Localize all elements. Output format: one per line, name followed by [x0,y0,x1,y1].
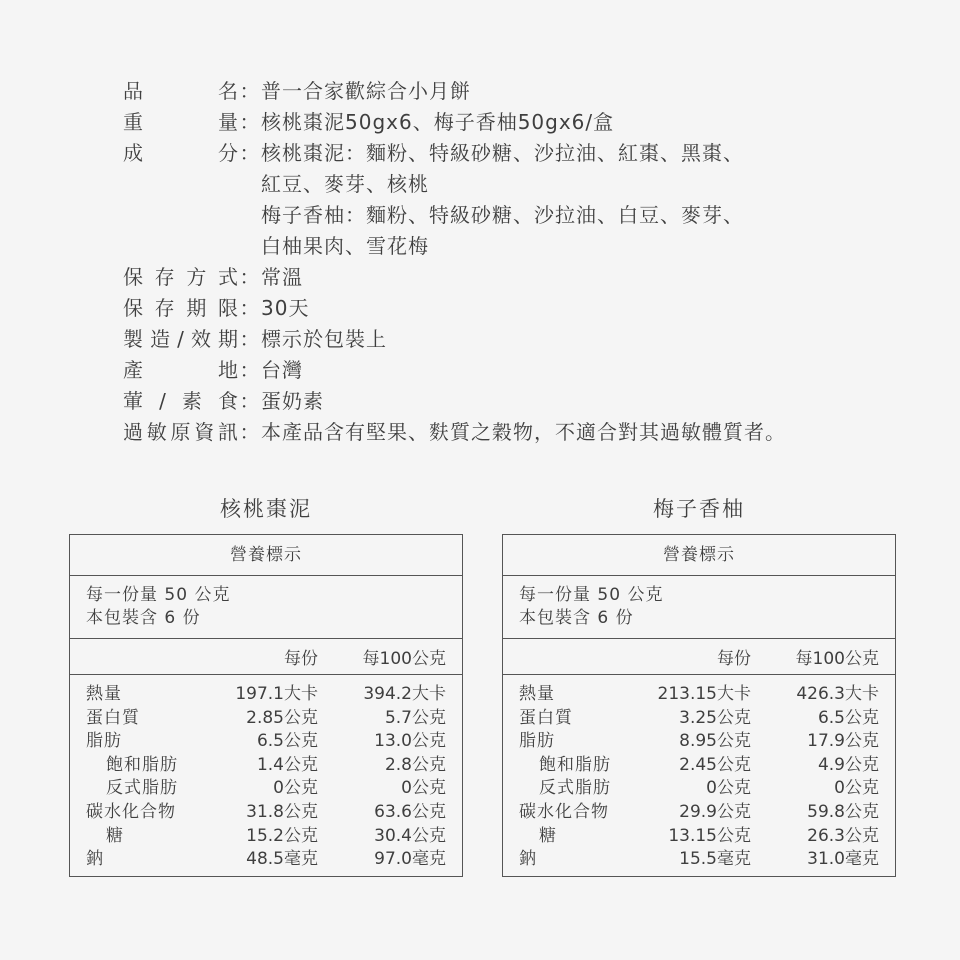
nutrient-per-serving: 0公克 [706,778,751,799]
nutrition-row [70,825,462,849]
colon: ： [239,296,261,320]
colon: ： [239,265,261,289]
label-char: 製 [123,327,144,351]
info-row-shelf-life [123,293,883,324]
nutrition-row [503,754,895,778]
nutrient-per-serving: 197.1大卡 [235,684,318,704]
label-char: 敏 [146,420,168,444]
label-char: 效 [190,327,212,351]
label-char: 期 [218,327,239,351]
info-value-ingredients: 梅子香柚：麵粉、特級砂糖、沙拉油、白豆、麥芽、 [261,203,744,227]
label-char: 名 [218,79,239,103]
nutrient-per-serving: 0公克 [273,778,318,799]
nutrient-name: 蛋白質 [86,707,140,728]
nutrition-row [503,683,895,707]
column-headers [70,639,462,675]
nutrient-per-serving: 2.85公克 [246,707,318,728]
nutrient-per-100g: 59.8公克 [807,801,879,822]
info-row-diet [123,386,883,417]
label-char: 保 [123,296,144,320]
nutrient-per-100g: 97.0毫克 [374,849,446,870]
nutrient-name: 飽和脂肪 [539,754,611,775]
info-row-allergen [123,417,883,448]
nutrient-per-100g: 17.9公克 [807,731,879,752]
label-char: 食 [217,389,239,413]
label-char: 方 [186,265,208,289]
info-row-ingredients [123,231,883,262]
nutrition-row [70,754,462,778]
nutrition-panel [69,534,463,877]
info-label-shelf-life [123,293,239,324]
nutrient-per-serving: 1.4公克 [256,754,318,775]
nutrient-per-100g: 4.9公克 [817,754,879,775]
info-row-name [123,76,883,107]
nutrient-per-serving: 213.15大卡 [657,684,751,704]
nutrient-per-serving: 13.15公克 [668,825,751,846]
nutrient-per-100g: 13.0公克 [374,731,446,752]
nutrition-row [503,777,895,801]
colon: ： [239,141,261,165]
nutrition-row [503,825,895,849]
flavor-title: 核桃棗泥 [220,497,312,521]
nutrient-per-serving: 3.25公克 [679,707,751,728]
info-value-shelf-life: 30天 [261,296,310,320]
colon: ： [239,389,261,413]
nutrition-panel [502,534,896,877]
nutrition-block-plum-pomelo [502,494,896,877]
info-value-diet: 蛋奶素 [261,389,324,413]
nutrition-row [70,683,462,707]
nutrient-per-100g: 63.6公克 [374,801,446,822]
nutrition-rows [70,675,462,872]
info-label-origin [123,355,239,386]
nutrition-row [503,848,895,872]
serving-info [503,576,895,639]
nutrient-per-100g: 30.4公克 [374,825,446,846]
nutrient-per-100g: 0公克 [401,778,446,799]
nutrition-row [70,801,462,825]
colon: ： [239,79,261,103]
colon: ： [239,420,261,444]
column-header-per-serving: 每份 [717,649,751,669]
nutrition-row [70,730,462,754]
info-label-weight [123,107,239,138]
nutrition-row [70,777,462,801]
label-char: 期 [186,296,208,320]
info-label-allergen [123,417,239,448]
info-label-storage-method [123,262,239,293]
nutrient-name: 脂肪 [86,731,122,752]
nutrient-name: 糖 [539,825,557,846]
info-value-ingredients: 紅豆、麥芽、核桃 [261,172,429,196]
label-char: 葷 [123,389,144,413]
nutrition-row [70,707,462,731]
nutrient-per-100g: 31.0毫克 [807,849,879,870]
servings-per-package: 本包裝含 6 份 [519,608,634,628]
servings-per-package: 本包裝含 6 份 [86,608,201,628]
colon: ： [239,110,261,134]
nutrient-per-serving: 8.95公克 [679,731,751,752]
nutrition-row [503,707,895,731]
nutrient-per-serving: 15.2公克 [246,825,318,846]
info-value-name: 普一合家歡綜合小月餅 [261,79,471,103]
label-char: 地 [218,358,239,382]
nutrient-name: 飽和脂肪 [106,754,178,775]
nutrient-per-serving: 2.45公克 [679,754,751,775]
info-value-allergen: 本產品含有堅果、麩質之穀物，不適合對其過敏體質者。 [261,420,786,444]
nutrient-name: 脂肪 [519,731,555,752]
colon: ： [239,358,261,382]
nutrient-per-100g: 6.5公克 [817,707,879,728]
nutrient-per-serving: 48.5毫克 [246,849,318,870]
nutrient-per-100g: 26.3公克 [807,825,879,846]
nutrient-per-serving: 6.5公克 [256,731,318,752]
nutrient-name: 糖 [106,825,124,846]
label-char: 品 [123,79,144,103]
info-row-mfg-expiry [123,324,883,355]
nutrient-per-100g: 394.2大卡 [363,684,446,704]
nutrient-per-100g: 2.8公克 [384,754,446,775]
nutrition-header: 營養標示 [503,535,895,576]
nutrient-per-serving: 31.8公克 [246,801,318,822]
nutrition-block-walnut-date [69,494,463,877]
info-row-weight [123,107,883,138]
info-label-ingredients [123,138,239,169]
label-char: 重 [123,110,144,134]
column-headers [503,639,895,675]
info-row-ingredients [123,138,883,169]
column-header-per-100g: 每100公克 [795,649,879,669]
info-row-ingredients [123,169,883,200]
label-char: 限 [217,296,239,320]
label-char: 量 [218,110,239,134]
product-info [123,76,883,448]
label-char: 式 [217,265,239,289]
nutrient-per-serving: 15.5毫克 [679,849,751,870]
info-row-storage-method [123,262,883,293]
serving-size: 每一份量 50 公克 [519,585,664,605]
nutrient-name: 反式脂肪 [106,778,178,799]
info-label-diet [123,386,239,417]
label-char: / [177,327,185,351]
nutrient-name: 熱量 [86,684,122,704]
label-char: 保 [123,265,144,289]
label-char: 素 [181,389,203,413]
info-value-weight: 核桃棗泥50gx6、梅子香柚50gx6/盒 [261,110,615,134]
label-char: 存 [154,296,176,320]
nutrient-name: 蛋白質 [519,707,573,728]
nutrition-rows [503,675,895,872]
info-value-origin: 台灣 [261,358,303,382]
info-value-ingredients: 白柚果肉、雪花梅 [261,234,429,258]
info-value-mfg-expiry: 標示於包裝上 [261,327,387,351]
label-char: 成 [123,141,144,165]
label-char: 產 [123,358,144,382]
nutrient-name: 鈉 [519,849,537,870]
nutrient-name: 碳水化合物 [86,801,176,822]
nutrition-row [503,730,895,754]
label-char: 原 [170,420,192,444]
serving-info [70,576,462,639]
nutrition-header: 營養標示 [70,535,462,576]
nutrient-name: 熱量 [519,684,555,704]
label-char: / [159,389,167,413]
nutrient-per-100g: 0公克 [834,778,879,799]
info-row-origin [123,355,883,386]
nutrient-name: 碳水化合物 [519,801,609,822]
label-char: 存 [154,265,176,289]
column-header-per-100g: 每100公克 [362,649,446,669]
nutrient-name: 鈉 [86,849,104,870]
nutrient-per-100g: 426.3大卡 [796,684,879,704]
nutrition-row [503,801,895,825]
label-char: 過 [123,420,144,444]
nutrient-per-serving: 29.9公克 [679,801,751,822]
info-value-ingredients: 核桃棗泥：麵粉、特級砂糖、沙拉油、紅棗、黑棗、 [261,141,744,165]
label-char: 分 [218,141,239,165]
colon: ： [239,327,261,351]
info-label-mfg-expiry [123,324,239,355]
info-row-ingredients [123,200,883,231]
nutrient-name: 反式脂肪 [539,778,611,799]
column-header-per-serving: 每份 [284,649,318,669]
nutrition-row [70,848,462,872]
nutrient-per-100g: 5.7公克 [384,707,446,728]
info-value-storage-method: 常溫 [261,265,303,289]
flavor-title: 梅子香柚 [653,497,745,521]
label-char: 資 [194,420,216,444]
label-char: 訊 [218,420,239,444]
info-label-name [123,76,239,107]
serving-size: 每一份量 50 公克 [86,585,231,605]
label-char: 造 [150,327,172,351]
